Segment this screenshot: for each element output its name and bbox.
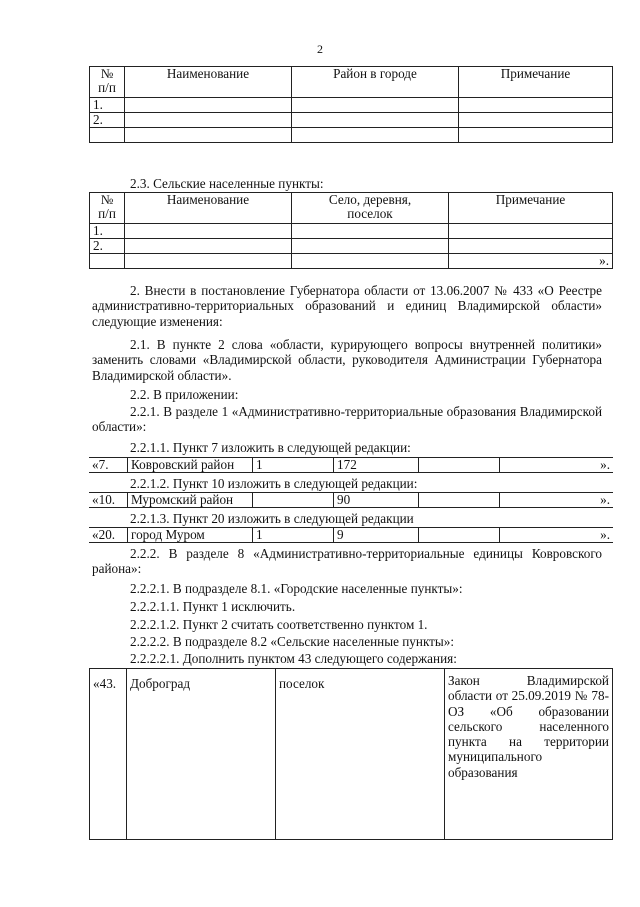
paragraph-2-2-2-1-1: 2.2.2.1.1. Пункт 1 исключить. (130, 599, 296, 614)
table-cell (459, 113, 613, 128)
cell-type: поселок (276, 669, 445, 840)
table-row (89, 458, 613, 473)
table-cell (292, 113, 459, 128)
cell-col3 (253, 493, 334, 508)
table-cell: 1. (90, 98, 125, 113)
cell-name: Муромский район (128, 493, 253, 508)
table-header-row (90, 67, 613, 98)
col-header-district: Район в городе (292, 67, 459, 98)
table-row (90, 128, 613, 143)
col-header-number: № п/п (90, 67, 125, 98)
table-row (89, 528, 613, 543)
cell-col4: 90 (334, 493, 419, 508)
cell-name: город Муром (128, 528, 253, 543)
table-cell (125, 224, 292, 239)
col-header-name: Наименование (125, 193, 292, 224)
table-cell (449, 239, 613, 254)
paragraph-2-2-2-2-1: 2.2.2.2.1. Дополнить пунктом 43 следующего содержания: (130, 651, 457, 666)
paragraph-2-2-2-1-2: 2.2.2.1.2. Пункт 2 считать соответственно пунктом 1. (130, 617, 428, 632)
cell-closing-quote: ». (500, 458, 614, 473)
table-row (90, 224, 613, 239)
cell-col3: 1 (253, 528, 334, 543)
paragraph-2-2-1-1: 2.2.1.1. Пункт 7 изложить в следующей редакции: (130, 440, 411, 455)
table-row-20 (89, 527, 613, 543)
table-cell (292, 254, 449, 269)
table-cell-closing-quote: ». (449, 254, 613, 269)
col-header-note: Примечание (459, 67, 613, 98)
table-cell (125, 128, 292, 143)
table-rural-settlements (89, 192, 613, 269)
table-cell (125, 98, 292, 113)
cell-name: Доброград (127, 669, 276, 840)
paragraph-2-2-1: 2.2.1. В разделе 1 «Административно-территориальные образования Владимирской области»: (92, 404, 602, 435)
paragraph-2-2: 2.2. В приложении: (130, 387, 239, 402)
cell-note: Закон Владимирской области от 25.09.2019 № 78-ОЗ «Об образовании сельского населенного пункта на территории муниципального образования (445, 669, 613, 840)
cell-col4: 172 (334, 458, 419, 473)
paragraph-2: 2. Внести в постановление Губернатора области от 13.06.2007 № 433 «О Реестре административно-территориальных образований и единиц Владимирской области» следующие изменения: (92, 283, 602, 329)
paragraph-2-2-2-1: 2.2.2.1. В подразделе 8.1. «Городские населенные пункты»: (130, 581, 463, 596)
table-cell (459, 98, 613, 113)
table-cell (449, 224, 613, 239)
table-row (90, 98, 613, 113)
cell-number: «20. (89, 528, 128, 543)
table-cell: 2. (90, 113, 125, 128)
table-cell (292, 239, 449, 254)
table-cell (125, 113, 292, 128)
cell-col5 (419, 493, 500, 508)
col-header-name: Наименование (125, 67, 292, 98)
paragraph-2-2-2: 2.2.2. В разделе 8 «Административно-территориальные единицы Ковровского района»: (92, 546, 602, 577)
cell-name: Ковровский район (128, 458, 253, 473)
table-cell (90, 128, 125, 143)
table-cell: 1. (90, 224, 125, 239)
table-cell (292, 98, 459, 113)
table-header-row (90, 193, 613, 224)
col-header-note: Примечание (449, 193, 613, 224)
cell-closing-quote: ». (500, 528, 614, 543)
paragraph-2-2-1-3: 2.2.1.3. Пункт 20 изложить в следующей редакции (130, 511, 414, 526)
table-cell (292, 128, 459, 143)
cell-number: «7. (89, 458, 128, 473)
paragraph-2-1: 2.1. В пункте 2 слова «области, курирующего вопросы внутренней политики» заменить словами «Владимирской области, руководителя Администрации Губернатора Владимирской области». (92, 337, 602, 383)
cell-col5 (419, 458, 500, 473)
cell-number: «10. (89, 493, 128, 508)
cell-col4: 9 (334, 528, 419, 543)
table-row (89, 493, 613, 508)
table-cell (125, 239, 292, 254)
table-cell: 2. (90, 239, 125, 254)
paragraph-2-2-1-2: 2.2.1.2. Пункт 10 изложить в следующей редакции: (130, 476, 418, 491)
cell-col5 (419, 528, 500, 543)
table-row (90, 113, 613, 128)
heading-rural-settlements: 2.3. Сельские населенные пункты: (130, 176, 324, 191)
table-row-43 (89, 668, 613, 840)
table-cell (125, 254, 292, 269)
cell-closing-quote: ». (500, 493, 614, 508)
table-urban-settlements (89, 66, 613, 143)
table-row-10 (89, 492, 613, 508)
paragraph-2-2-2-2: 2.2.2.2. В подразделе 8.2 «Сельские населенные пункты»: (130, 634, 455, 649)
page-number: 2 (317, 42, 323, 56)
table-cell (292, 224, 449, 239)
table-cell (459, 128, 613, 143)
col-header-village: Село, деревня, поселок (292, 193, 449, 224)
table-row (90, 669, 613, 840)
cell-col3: 1 (253, 458, 334, 473)
table-row (90, 239, 613, 254)
col-header-number: № п/п (90, 193, 125, 224)
table-cell (90, 254, 125, 269)
table-row (90, 254, 613, 269)
cell-number: «43. (90, 669, 127, 840)
table-row-7 (89, 457, 613, 473)
